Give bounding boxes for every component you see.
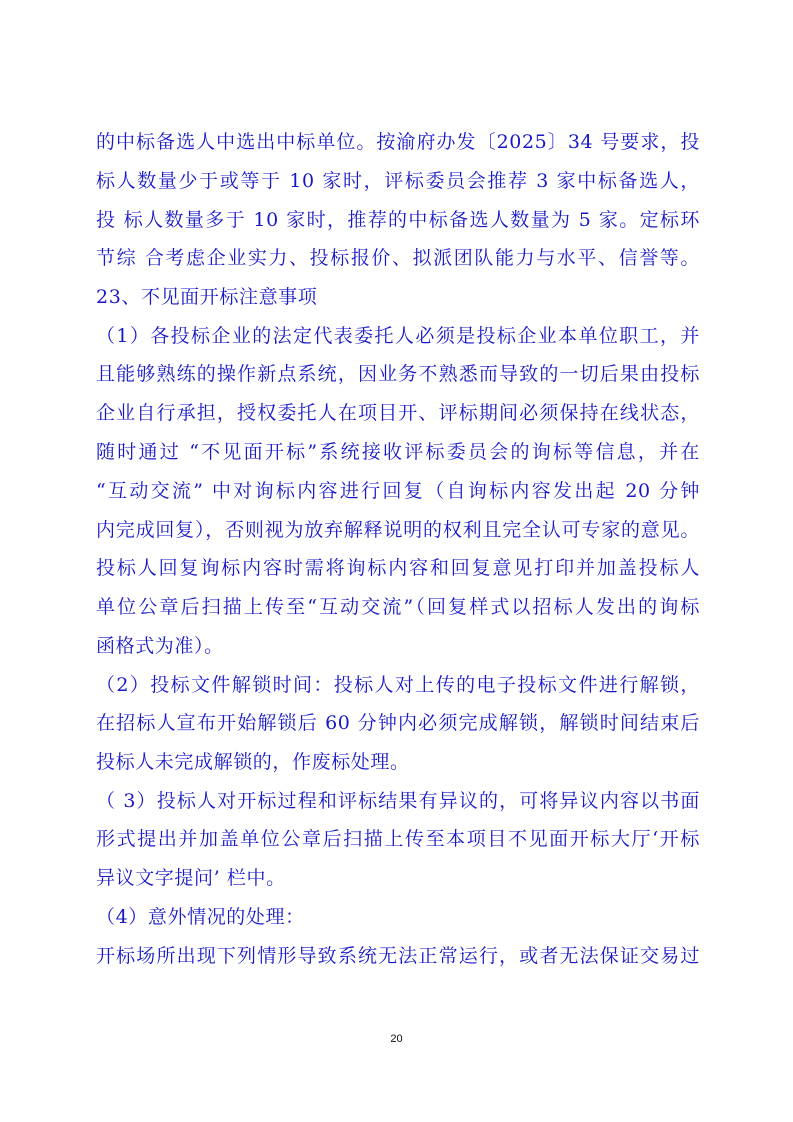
paragraph-line: （1）各投标企业的法定代表委托人必须是投标企业本单位职工，并 xyxy=(96,325,700,347)
paragraph-line: 函格式为准）。 xyxy=(96,635,224,657)
paragraph-line: （2）投标文件解锁时间：投标人对上传的电子投标文件进行解锁， xyxy=(96,674,700,696)
paragraph-line: 投标人未完成解锁的，作废标处理。 xyxy=(96,751,410,773)
paragraph-line: 节综 合考虑企业实力、投标报价、拟派团队能力与水平、信誉等。 xyxy=(96,247,700,269)
paragraph-line: 内完成回复），否则视为放弃解释说明的权利且完全认可专家的意见。 xyxy=(96,519,700,541)
paragraph-line: 企业自行承担，授权委托人在项目开、评标期间必须保持在线状态， xyxy=(96,402,700,424)
section-heading: 23、不见面开标注意事项 xyxy=(96,286,318,308)
paragraph-line: 异议文字提问’ 栏中。 xyxy=(96,867,286,889)
paragraph-line: 且能够熟练的操作新点系统，因业务不熟悉而导致的一切后果由投标 xyxy=(96,363,700,385)
paragraph-line: 随时通过 “不见面开标”系统接收评标委员会的询标等信息，并在 xyxy=(96,441,700,463)
paragraph-line: 投标人回复询标内容时需将询标内容和回复意见打印并加盖投标人 xyxy=(96,557,700,579)
paragraph-line: 的中标备选人中选出中标单位。按渝府办发〔2025〕34 号要求，投 xyxy=(96,131,700,153)
paragraph-line: 投 标人数量多于 10 家时，推荐的中标备选人数量为 5 家。定标环 xyxy=(96,209,700,231)
page-number: 20 xyxy=(390,1033,403,1045)
paragraph-line: “互动交流” 中对询标内容进行回复（自询标内容发出起 20 分钟 xyxy=(96,480,700,502)
paragraph-line: （4）意外情况的处理： xyxy=(96,906,305,928)
paragraph-line: 开标场所出现下列情形导致系统无法正常运行，或者无法保证交易过 xyxy=(96,945,700,967)
paragraph-line: 形式提出并加盖单位公章后扫描上传至本项目不见面开标大厅‘开标 xyxy=(96,828,700,850)
paragraph-line: 在招标人宣布开始解锁后 60 分钟内必须完成解锁，解锁时间结束后 xyxy=(96,712,700,734)
paragraph-line: （ 3）投标人对开标过程和评标结果有异议的，可将异议内容以书面 xyxy=(96,790,700,812)
paragraph-line: 单位公章后扫描上传至“互动交流”（回复样式以招标人发出的询标 xyxy=(96,596,700,618)
paragraph-line: 标人数量少于或等于 10 家时，评标委员会推荐 3 家中标备选人， xyxy=(96,170,700,192)
